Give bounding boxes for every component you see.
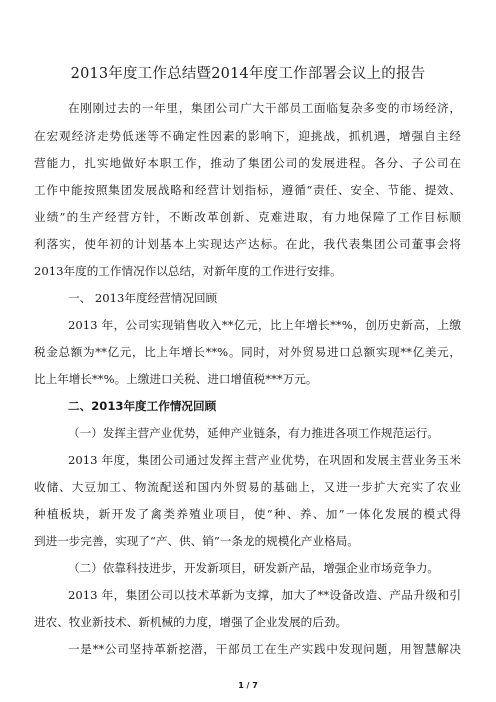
subsection-1-line-2: 收储、大豆加工、物流配送和国内外贸易的基础上，又进一步扩大充实了农业	[34, 480, 461, 494]
section-1-line-3: 比上年增长**%。上缴进口关税、进口增值税***万元。	[34, 372, 318, 386]
subsection-2-heading: （二）依靠科技进步，开发新项目，研发新产品，增强企业市场竞争力。	[68, 561, 440, 575]
intro-line-5: 业绩”的生产经营方针，不断改革创新、克难进取，有力地保障了工作目标顺	[34, 210, 461, 224]
page-number: 1 / 7	[238, 681, 258, 690]
section-1-line-1: 2013 年，公司实现销售收入**亿元，比上年增长**%，创历史新高，上缴	[68, 318, 461, 332]
intro-line-2: 在宏观经济走势低迷等不确定性因素的影响下，迎挑战，抓机遇，增强自主经	[34, 129, 461, 143]
subsection-2-line-3: 一是**公司坚持革新挖潜，干部员工在生产实践中发现问题，用智慧解决	[68, 642, 461, 656]
subsection-2-line-1: 2013 年，集团公司以技术革新为支撑，加大了**设备改造、产品升级和引	[68, 588, 461, 602]
section-2-heading: 二、2013年度工作情况回顾	[68, 399, 217, 413]
document-title: 2013年度工作总结暨2014年度工作部署会议上的报告	[70, 66, 426, 82]
subsection-1-heading: （一）发挥主营产业优势，延伸产业链条，有力推进各项工作规范运行。	[68, 426, 440, 440]
intro-line-6: 利落实，使年初的计划基本上实现达产达标。在此，我代表集团公司董事会将	[34, 237, 461, 251]
subsection-1-line-1: 2013 年度，集团公司通过发挥主营产业优势，在巩固和发展主营业务玉米	[68, 453, 461, 467]
intro-line-1: 在刚刚过去的一年里，集团公司广大干部员工面临复杂多变的市场经济，	[68, 101, 461, 115]
intro-line-4: 工作中能按照集团发展战略和经营计划指标，遵循“责任、安全、节能、提效、	[34, 183, 461, 197]
subsection-1-line-3: 种植板块，新开发了禽类养殖业项目，使“种、养、加”一体化发展的模式得	[34, 507, 461, 521]
subsection-1-line-4: 到进一步完善，实现了“产、供、销”一条龙的规模化产业格局。	[34, 534, 359, 548]
intro-line-3: 营能力，扎实地做好本职工作，推动了集团公司的发展进程。各分、子公司在	[34, 156, 461, 170]
intro-line-7: 2013年度的工作情况作以总结，对新年度的工作进行安排。	[34, 264, 342, 278]
subsection-2-line-2: 进农、牧业新技术、新机械的力度，增强了企业发展的后劲。	[34, 615, 348, 629]
section-1-line-2: 税金总额为**亿元，比上年增长**%。同时，对外贸易进口总额实现**亿美元，	[34, 345, 461, 359]
section-1-heading: 一、 2013年度经营情况回顾	[68, 291, 218, 305]
